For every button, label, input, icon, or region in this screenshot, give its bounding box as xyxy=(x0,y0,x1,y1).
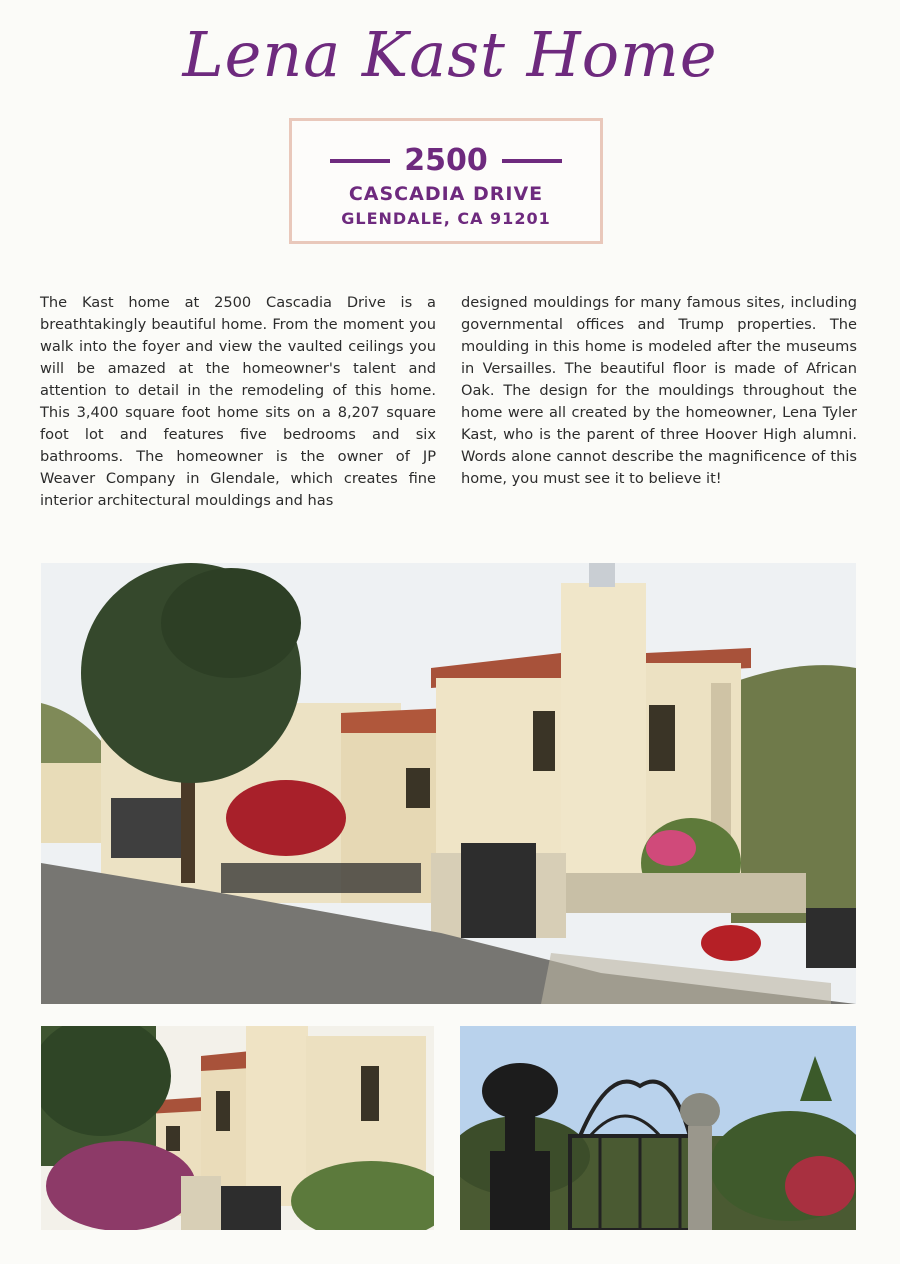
house-exterior-photo xyxy=(41,563,856,1004)
house-side-photo xyxy=(41,1026,434,1230)
divider-left xyxy=(330,159,390,163)
article-text-left: The Kast home at 2500 Cascadia Drive is a breathtakingly beautiful home. From the moment you walk into the foyer and view the vaulted ceilings you will be amazed at the homeowner's talent and attention to detail in the remodeling of this home. This 3,400 square foot home sits on a 8,207 square foot lot and features five bedrooms and six bathrooms. The homeowner is the owner of JP Weaver Company in Glendale, which creates fine interior architectural mouldings and has xyxy=(40,294,436,509)
page-title: Lena Kast Home xyxy=(182,18,718,91)
city-line: GLENDALE, CA 91201 xyxy=(341,209,551,228)
address-box xyxy=(289,118,603,244)
article-text-right: designed mouldings for many famous sites, including governmental offices and Trump properties. The moulding in this home is modeled after the museums in Versailles. The beautiful floor is made of African Oak. The design for the mouldings throughout the home were all created by the homeowner, Lena Tyler Kast, who is the parent of three Hoover High alumni. Words alone cannot describe the magnificence of this home, you must see it to believe it! xyxy=(461,294,857,487)
address-number-row xyxy=(292,143,600,178)
street-number: 2500 xyxy=(404,143,488,178)
street-name: CASCADIA DRIVE xyxy=(348,183,544,205)
gate-detail-photo xyxy=(460,1026,856,1230)
divider-right xyxy=(502,159,562,163)
